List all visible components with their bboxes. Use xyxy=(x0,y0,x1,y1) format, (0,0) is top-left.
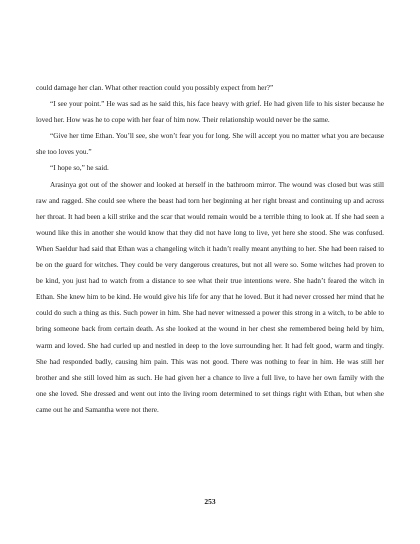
page-number: 253 xyxy=(204,497,216,506)
paragraph: Arasinya got out of the shower and looked at herself in the bathroom mirror. The wound was closed but was still raw and ragged. She could see where the beast had torn her beginning at her right breast and continuing up and across her throat. It had been a kill strike and the scar that would remain would be a terrible thing to look at. If she had seen a wound like this in another she would know that they did not have long to live, yet here she stood. She was confused. When Saeldur had said that Ethan was a changeling witch it hadn’t really meant anything to her. She had been raised to be on the guard for witches. They could be very dangerous creatures, but not all were so. Some witches had proven to be kind, you just had to watch from a distance to see what their true intentions were. She hadn’t feared the witch in Ethan. She knew him to be kind. He would give his life for any that he loved. But it had never crossed her mind that he could do such a thing as this. Such power in him. She had never witnessed a power this strong in a witch, to be able to bring someone back from certain death. As she looked at the wound in her chest she remembered being held by him, warm and loved. She had curled up and nestled in deep to the love surrounding her. It had felt good, warm and tingly. She had responded badly, causing him pain. This was not good. There was nothing to fear in him. He was still her brother and she still loved him as such. He had given her a chance to live a full live, to have her own family with the one she loved. She dressed and went out into the living room determined to set things right with Ethan, but when she came out he and Samantha were not there. xyxy=(36,180,384,414)
paragraph: could damage her clan. What other reaction could you possibly expect from her?” xyxy=(36,84,274,92)
paragraph: “I hope so,” he said. xyxy=(50,164,109,173)
paragraph: “I see your point.” He was sad as he said this, his face heavy with grief. He had given life to his sister because he loved her. How was he to cope with her fear of him now. Their relationship would never be the same. xyxy=(36,100,384,125)
paragraph: “Give her time Ethan. You’ll see, she won’t fear you for long. She will accept you no matter what you are because she too loves you.” xyxy=(36,132,384,157)
body-text xyxy=(36,80,384,418)
